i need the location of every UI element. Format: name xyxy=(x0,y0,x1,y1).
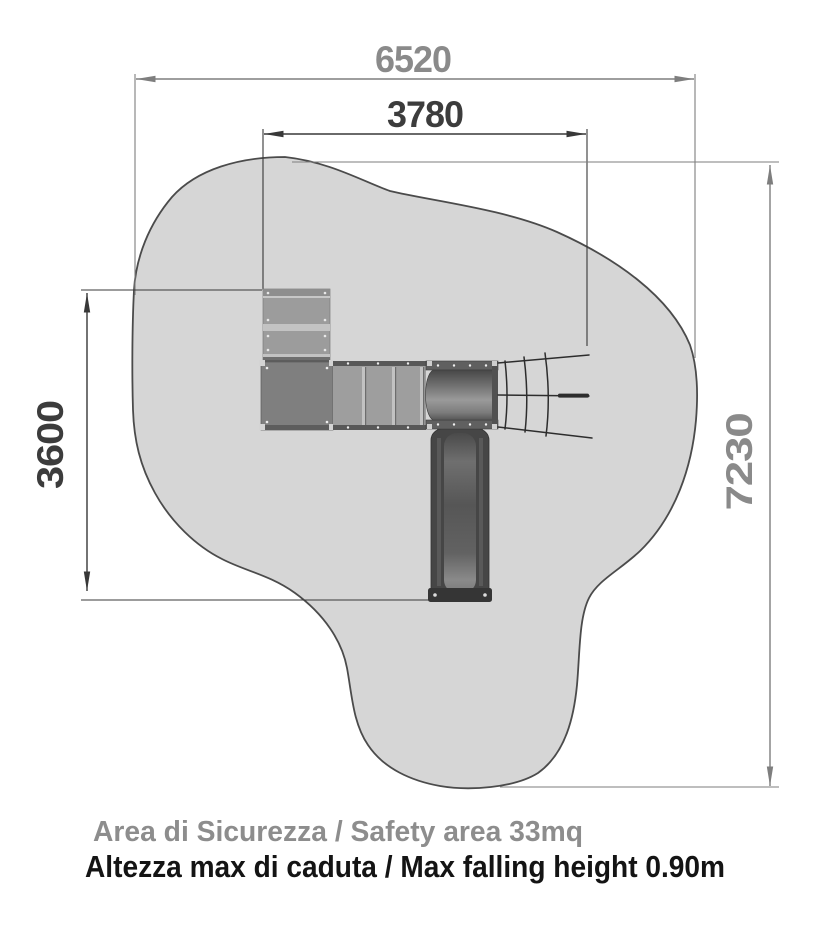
slide-plan xyxy=(428,427,492,602)
tube-bottom-plate xyxy=(426,420,498,429)
stair-edge xyxy=(263,296,330,298)
tube-right-cap xyxy=(492,366,498,424)
slide-rail-left xyxy=(437,438,441,586)
bridge-module xyxy=(333,361,426,430)
platform-deck xyxy=(261,362,333,430)
slide-channel xyxy=(444,433,476,593)
slide-footer-plate xyxy=(428,588,492,602)
platform-module xyxy=(259,360,335,430)
bolt-dot xyxy=(433,593,437,597)
stair-top-bar xyxy=(263,289,330,296)
stair-gap xyxy=(263,324,330,331)
caption-safety-area: Area di Sicurezza / Safety area 33mq xyxy=(93,816,583,848)
stair-edge xyxy=(263,354,330,357)
bridge-deck xyxy=(333,366,426,425)
safety-area-shape xyxy=(132,157,697,788)
platform-bottom-rail xyxy=(259,425,335,430)
bolt-dot xyxy=(483,593,487,597)
dimension-label-6520: 6520 xyxy=(375,39,452,80)
stairs-module xyxy=(263,289,330,362)
dimension-label-3600: 3600 xyxy=(30,410,71,489)
slide-rail-right xyxy=(479,438,483,586)
dimension-label-3780: 3780 xyxy=(387,94,464,135)
tube-top-plate xyxy=(426,361,498,370)
net-rope-grip xyxy=(558,394,589,398)
tube-body xyxy=(426,370,494,420)
caption-max-falling-height: Altezza max di caduta / Max falling height 0.90m xyxy=(85,849,725,884)
dimension-label-7230: 7230 xyxy=(719,432,760,511)
crawl-tube-module xyxy=(426,361,499,429)
